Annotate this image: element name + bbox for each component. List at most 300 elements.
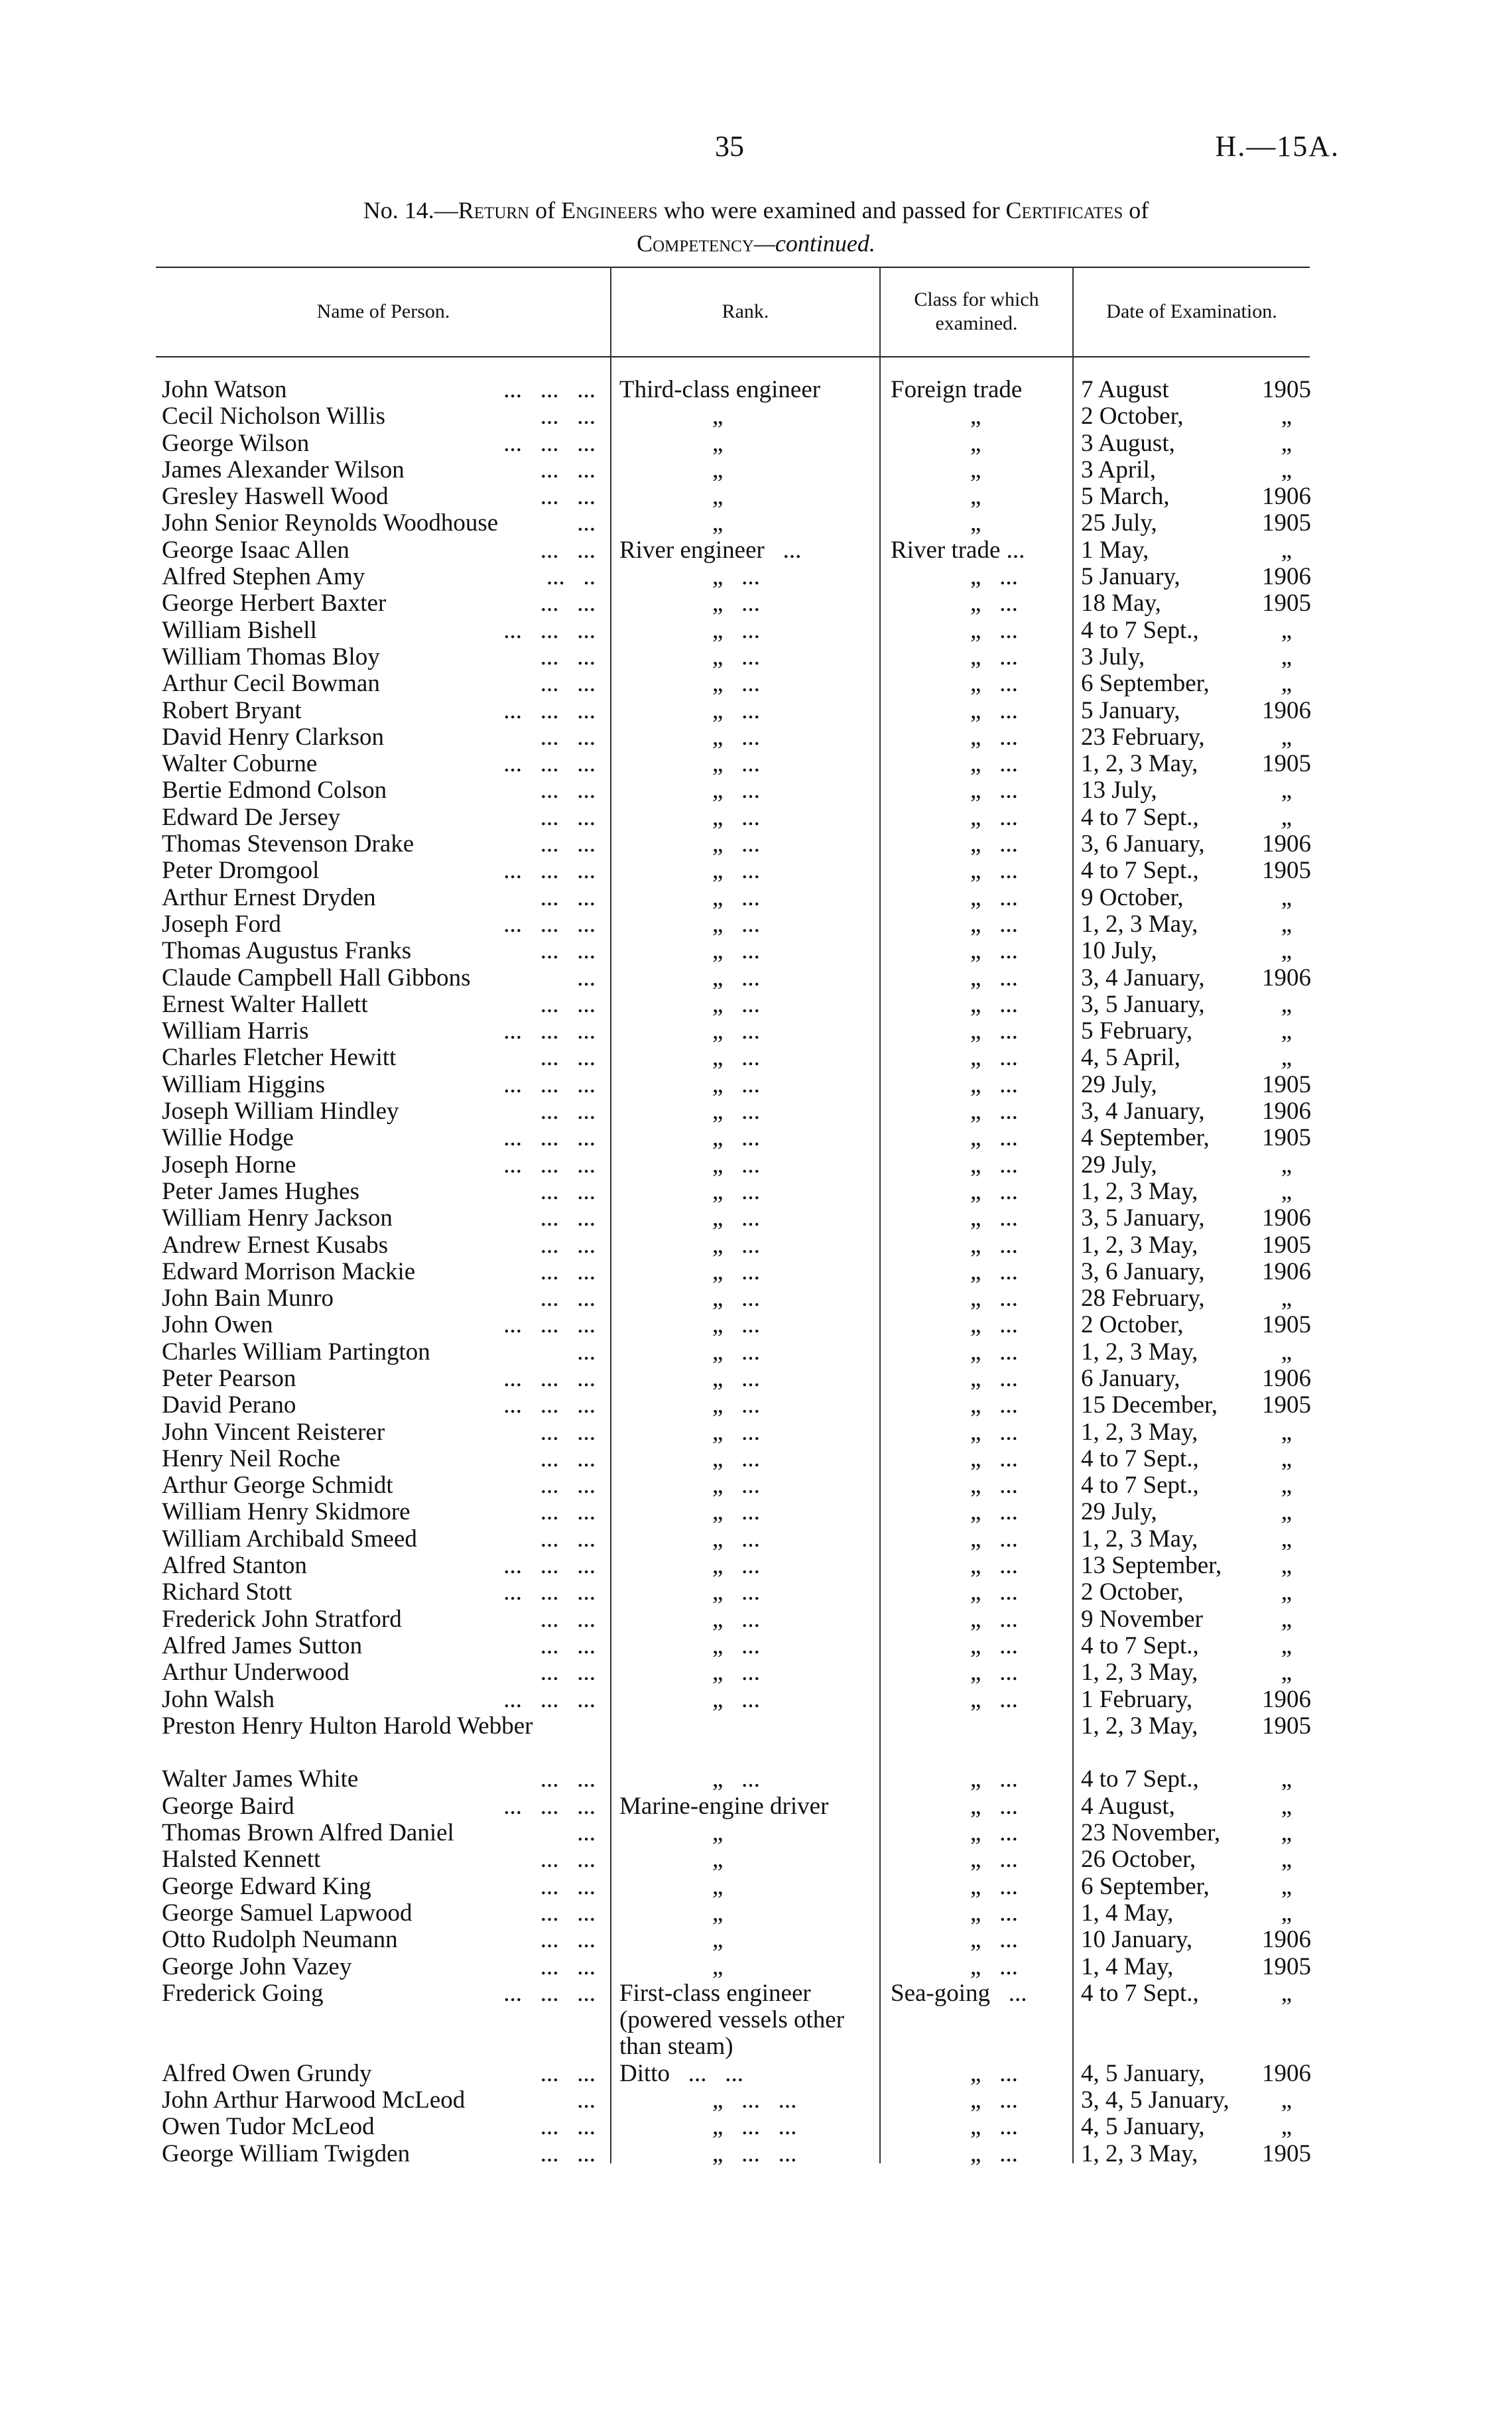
person-name-cell	[162, 483, 599, 510]
exam-date-cell: 10 January,	[1081, 1926, 1193, 1954]
exam-year-cell: „	[1281, 2086, 1292, 2114]
exam-year-cell: 1906	[1262, 1098, 1311, 1125]
person-name: Ernest Walter Hallett	[162, 990, 368, 1018]
person-name: George William Twigden	[162, 2140, 410, 2167]
table-row	[0, 617, 1512, 644]
person-name: Alfred Owen Grundy	[162, 2059, 372, 2087]
table-row	[0, 1553, 1512, 1579]
exam-year-cell: „	[1281, 803, 1292, 831]
class-cell: „ ...	[970, 2086, 1018, 2114]
title-competency: Competency	[637, 230, 754, 257]
person-name: William Archibald Smeed	[162, 1525, 417, 1553]
person-name: Peter Dromgool	[162, 857, 320, 885]
exam-year-cell: „	[1281, 1285, 1292, 1312]
rank-cell: „ ... ...	[712, 2140, 797, 2167]
name-leader-dots: ... ...	[540, 643, 596, 671]
exam-date-cell: 4 to 7 Sept.,	[1081, 1472, 1199, 1500]
exam-date-cell: 23 February,	[1081, 723, 1205, 751]
class-cell: „ ...	[970, 696, 1018, 724]
rank-cell: „ ...	[712, 1311, 760, 1339]
exam-year-cell: 1906	[1262, 830, 1311, 858]
exam-year-cell: 1905	[1262, 2140, 1311, 2167]
name-leader-dots: ... ... ...	[503, 1311, 596, 1339]
class-cell: „ ...	[970, 1899, 1018, 1927]
class-cell: „ ...	[970, 777, 1018, 804]
name-leader-dots: ... ...	[540, 1872, 596, 1900]
name-leader-dots: ... ...	[540, 2113, 596, 2141]
exam-date-cell: 3, 4 January,	[1081, 964, 1205, 991]
exam-date-cell: 1, 2, 3 May,	[1081, 1525, 1198, 1553]
table-row	[0, 858, 1512, 884]
person-name: John Watson	[162, 376, 287, 403]
person-name: Joseph Ford	[162, 910, 281, 938]
table-row	[0, 1312, 1512, 1338]
person-name-cell	[162, 2061, 599, 2087]
exam-year-cell: 1905	[1262, 1311, 1311, 1339]
exam-year-cell: 1906	[1262, 483, 1311, 511]
table-row	[0, 1392, 1512, 1419]
rank-cell: „ ...	[712, 1177, 760, 1205]
person-name-cell	[162, 1713, 599, 1740]
rank-cell: „ ...	[712, 616, 760, 644]
table-row	[0, 1874, 1512, 1900]
class-cell: „ ...	[970, 1926, 1018, 1954]
person-name: Alfred James Sutton	[162, 1631, 363, 1659]
class-cell: „ ...	[970, 1070, 1018, 1098]
class-cell: „	[970, 403, 981, 430]
table-row	[0, 1687, 1512, 1713]
exam-date-cell: 1 February,	[1081, 1685, 1193, 1713]
person-name: Frederick Going	[162, 1979, 324, 2007]
person-name: Richard Stott	[162, 1578, 292, 1606]
class-cell: „ ...	[970, 964, 1018, 991]
name-leader-dots: ... ... ...	[503, 1124, 596, 1152]
person-name: Arthur George Schmidt	[162, 1472, 393, 1500]
person-name: Gresley Haswell Wood	[162, 483, 389, 511]
class-cell: „ ...	[970, 1498, 1018, 1526]
person-name-cell	[162, 1954, 599, 1980]
person-name-cell	[162, 1900, 599, 1927]
person-name: Charles Fletcher Hewitt	[162, 1044, 397, 1072]
name-leader-dots: ... ...	[540, 937, 596, 965]
class-cell: „	[970, 483, 981, 511]
exam-date-cell: 13 September,	[1081, 1552, 1222, 1580]
exam-year-cell: „	[1281, 777, 1292, 804]
name-leader-dots: ... ...	[540, 2140, 596, 2167]
person-name: David Perano	[162, 1391, 296, 1419]
name-leader-dots: ... ... ...	[503, 750, 596, 778]
exam-date-cell: 3, 4 January,	[1081, 1098, 1205, 1125]
table-row	[0, 1980, 1512, 2061]
person-name-cell	[162, 1927, 599, 1953]
rank-cell: First-class engineer (powered vessels other than steam)	[619, 1979, 845, 2060]
class-cell: „ ...	[970, 563, 1018, 591]
table-row	[0, 724, 1512, 751]
person-name: William Harris	[162, 1017, 309, 1045]
person-name: Preston Henry Hulton Harold Webber	[162, 1712, 533, 1740]
exam-year-cell: „	[1281, 1444, 1292, 1472]
exam-date-cell: 4 to 7 Sept.,	[1081, 857, 1199, 885]
table-row	[0, 1472, 1512, 1499]
exam-year-cell: „	[1281, 1631, 1292, 1659]
person-name: Arthur Underwood	[162, 1659, 349, 1687]
exam-year-cell: „	[1281, 1872, 1292, 1900]
table-row	[0, 1793, 1512, 1820]
exam-year-cell: „	[1281, 670, 1292, 698]
exam-date-cell: 28 February,	[1081, 1285, 1205, 1312]
person-name-cell	[162, 671, 599, 697]
table-row	[0, 965, 1512, 991]
person-name: John Senior Reynolds Woodhouse	[162, 509, 499, 537]
exam-year-cell: 1906	[1262, 563, 1311, 591]
name-leader-dots: ... ..	[546, 563, 596, 591]
person-name-cell	[162, 1152, 599, 1179]
person-name-cell	[162, 510, 599, 537]
table-row	[0, 1205, 1512, 1232]
person-name-cell	[162, 1232, 599, 1259]
person-name-cell	[162, 537, 599, 564]
name-leader-dots: ... ...	[540, 1899, 596, 1927]
exam-year-cell: 1906	[1262, 1685, 1311, 1713]
name-leader-dots: ... ...	[540, 1765, 596, 1793]
person-name: Thomas Brown Alfred Daniel	[162, 1819, 454, 1847]
class-cell: „ ...	[970, 1792, 1018, 1820]
exam-year-cell: „	[1281, 1044, 1292, 1072]
class-cell: „ ...	[970, 1204, 1018, 1232]
exam-date-cell: 10 July,	[1081, 937, 1157, 965]
exam-date-cell: 1, 2, 3 May,	[1081, 750, 1198, 778]
class-cell: „	[970, 456, 981, 483]
exam-date-cell: 4 September,	[1081, 1124, 1210, 1152]
title-of-2: of	[1123, 197, 1149, 224]
exam-date-cell: 1, 2, 3 May,	[1081, 1231, 1198, 1259]
person-name-cell	[162, 1633, 599, 1659]
exam-date-cell: 1, 2, 3 May,	[1081, 910, 1198, 938]
table-row	[0, 1179, 1512, 1205]
exam-date-cell: 6 September,	[1081, 670, 1210, 698]
name-leader-dots: ... ...	[540, 777, 596, 804]
person-name: James Alexander Wilson	[162, 456, 405, 483]
person-name: John Walsh	[162, 1685, 275, 1713]
rank-cell: „ ... ...	[712, 2086, 797, 2114]
exam-year-cell: „	[1281, 1472, 1292, 1500]
rank-cell: „ ...	[712, 1685, 760, 1713]
exam-date-cell: 25 July,	[1081, 509, 1157, 537]
title-mid: who were examined and passed for	[657, 197, 1006, 224]
column-header-name: Name of Person.	[316, 300, 450, 322]
person-name-cell	[162, 1018, 599, 1045]
person-name-cell	[162, 564, 599, 590]
name-leader-dots: ... ...	[540, 483, 596, 511]
name-leader-dots: ... ...	[540, 1498, 596, 1526]
name-leader-dots: ... ...	[540, 456, 596, 483]
name-leader-dots: ...	[577, 964, 596, 991]
header-rule	[156, 356, 1310, 357]
rank-cell: „	[712, 483, 724, 511]
exam-year-cell: 1905	[1262, 1231, 1311, 1259]
class-cell: „ ...	[970, 1525, 1018, 1553]
rank-cell: Third-class engineer	[619, 376, 821, 403]
person-name: Thomas Augustus Franks	[162, 937, 412, 965]
class-cell: „ ...	[970, 937, 1018, 965]
exam-date-cell: 1, 2, 3 May,	[1081, 1659, 1198, 1687]
exam-date-cell: 3 July,	[1081, 643, 1145, 671]
name-leader-dots: ... ... ...	[503, 1792, 596, 1820]
person-name: George Wilson	[162, 429, 310, 457]
rank-cell: „ ...	[712, 696, 760, 724]
exam-date-cell: 1, 2, 3 May,	[1081, 1712, 1198, 1740]
name-leader-dots: ... ...	[540, 1098, 596, 1125]
table-row	[0, 1339, 1512, 1366]
name-leader-dots: ... ...	[540, 2059, 596, 2087]
table-row	[0, 537, 1512, 564]
class-cell: „ ...	[970, 2113, 1018, 2141]
name-leader-dots: ... ...	[540, 1926, 596, 1954]
class-cell: „ ...	[970, 723, 1018, 751]
class-cell: „ ...	[970, 750, 1018, 778]
table-title	[199, 194, 1313, 260]
person-name: Edward De Jersey	[162, 803, 341, 831]
exam-year-cell: „	[1281, 1819, 1292, 1847]
person-name: William Bishell	[162, 616, 317, 644]
person-name-cell	[162, 1339, 599, 1366]
column-header-class: Class for which examined.	[914, 288, 1039, 334]
class-cell: „ ...	[970, 1952, 1018, 1980]
rank-cell: „ ...	[712, 1124, 760, 1152]
person-name: Bertie Edmond Colson	[162, 777, 387, 804]
exam-date-cell: 7 August	[1081, 376, 1169, 403]
person-name-cell	[162, 1125, 599, 1151]
rank-cell: River engineer ...	[619, 536, 802, 564]
rank-cell: „	[712, 1926, 724, 1954]
rank-cell: „ ...	[712, 1578, 760, 1606]
person-name: John Bain Munro	[162, 1285, 334, 1312]
exam-date-cell: 3, 5 January,	[1081, 990, 1205, 1018]
person-name-cell	[162, 1472, 599, 1499]
exam-year-cell: „	[1281, 1151, 1292, 1179]
exam-date-cell: 1, 2, 3 May,	[1081, 1177, 1198, 1205]
name-leader-dots: ... ... ...	[503, 1070, 596, 1098]
table-row	[0, 2061, 1512, 2087]
person-name-cell	[162, 430, 599, 457]
class-cell: „ ...	[970, 1872, 1018, 1900]
class-cell: „ ...	[970, 1552, 1018, 1580]
table-row	[0, 1954, 1512, 1980]
name-leader-dots: ... ...	[540, 1631, 596, 1659]
class-cell: „ ...	[970, 1605, 1018, 1633]
rank-cell: „ ...	[712, 1364, 760, 1392]
table-row	[0, 1419, 1512, 1446]
table-row	[0, 1579, 1512, 1606]
person-name-cell	[162, 1366, 599, 1392]
name-leader-dots: ...	[577, 1819, 596, 1847]
rank-cell: „ ...	[712, 1017, 760, 1045]
table-row	[0, 885, 1512, 911]
person-name-cell	[162, 1392, 599, 1419]
table-row	[0, 510, 1512, 537]
table-row	[0, 1766, 1512, 1793]
rank-cell: „ ...	[712, 563, 760, 591]
person-name-cell	[162, 457, 599, 483]
class-cell: „ ...	[970, 1231, 1018, 1259]
person-name: William Henry Jackson	[162, 1204, 393, 1232]
person-name-cell	[162, 991, 599, 1018]
name-leader-dots: ... ...	[540, 1418, 596, 1446]
table-row	[0, 2087, 1512, 2114]
exam-date-cell: 4, 5 January,	[1081, 2059, 1205, 2087]
rank-cell: „ ...	[712, 1285, 760, 1312]
rank-cell: „ ...	[712, 1659, 760, 1687]
exam-year-cell: „	[1281, 616, 1292, 644]
rank-cell: „	[712, 1846, 724, 1874]
rank-cell: „ ...	[712, 1391, 760, 1419]
exam-year-cell: „	[1281, 990, 1292, 1018]
table-row	[0, 1366, 1512, 1392]
exam-date-cell: 1, 4 May,	[1081, 1952, 1174, 1980]
exam-year-cell: „	[1281, 1578, 1292, 1606]
exam-date-cell: 3, 6 January,	[1081, 1257, 1205, 1285]
exam-date-cell: 1, 2, 3 May,	[1081, 1338, 1198, 1366]
table-row	[0, 644, 1512, 671]
person-name: Peter James Hughes	[162, 1177, 359, 1205]
rank-cell: „ ...	[712, 1338, 760, 1366]
rank-cell: „ ...	[712, 1552, 760, 1580]
exam-year-cell: 1905	[1262, 1712, 1311, 1740]
exam-date-cell: 3, 4, 5 January,	[1081, 2086, 1229, 2114]
exam-year-cell: „	[1281, 1846, 1292, 1874]
class-cell: „ ...	[970, 2059, 1018, 2087]
person-name: George John Vazey	[162, 1952, 352, 1980]
table-row	[0, 1446, 1512, 1472]
person-name: Edward Morrison Mackie	[162, 1257, 416, 1285]
person-name: Halsted Kennett	[162, 1846, 321, 1874]
name-leader-dots: ... ... ...	[503, 1017, 596, 1045]
person-name-cell	[162, 377, 599, 403]
exam-date-cell: 3 August,	[1081, 429, 1175, 457]
exam-date-cell: 4 to 7 Sept.,	[1081, 1765, 1199, 1793]
exam-date-cell: 18 May,	[1081, 590, 1161, 617]
person-name-cell	[162, 1045, 599, 1071]
page-reference: H.—15A.	[1215, 130, 1340, 162]
table-row	[0, 564, 1512, 590]
name-leader-dots: ... ...	[540, 1605, 596, 1633]
class-cell: „ ...	[970, 1124, 1018, 1152]
rank-cell: „	[712, 1819, 724, 1847]
person-name-cell	[162, 1980, 599, 2007]
exam-date-cell: 2 October,	[1081, 1311, 1184, 1339]
class-cell: „ ...	[970, 2140, 1018, 2167]
exam-date-cell: 4 to 7 Sept.,	[1081, 1631, 1199, 1659]
exam-year-cell: „	[1281, 1177, 1292, 1205]
name-leader-dots: ...	[577, 1338, 596, 1366]
rank-cell: „ ...	[712, 937, 760, 965]
rank-cell: „ ...	[712, 857, 760, 885]
class-cell: „	[970, 509, 981, 537]
exam-date-cell: 29 July,	[1081, 1070, 1157, 1098]
person-name: Claude Campbell Hall Gibbons	[162, 964, 471, 991]
class-cell: „ ...	[970, 1418, 1018, 1446]
exam-year-cell: „	[1281, 723, 1292, 751]
person-name: Frederick John Stratford	[162, 1605, 402, 1633]
person-name-cell	[162, 1446, 599, 1472]
rank-cell: „ ...	[712, 990, 760, 1018]
person-name-cell	[162, 1205, 599, 1232]
person-name-cell	[162, 644, 599, 671]
exam-year-cell: „	[1281, 429, 1292, 457]
person-name-cell	[162, 885, 599, 911]
class-cell: „ ...	[970, 616, 1018, 644]
class-cell: „ ...	[970, 1472, 1018, 1500]
class-cell: River trade ...	[891, 536, 1025, 564]
person-name: Willie Hodge	[162, 1124, 294, 1152]
table-row	[0, 911, 1512, 938]
exam-date-cell: 4 to 7 Sept.,	[1081, 803, 1199, 831]
table-row	[0, 991, 1512, 1018]
class-cell: „ ...	[970, 1444, 1018, 1472]
name-leader-dots: ... ...	[540, 1952, 596, 1980]
exam-date-cell: 1 May,	[1081, 536, 1149, 564]
name-leader-dots: ... ... ...	[503, 429, 596, 457]
rank-cell: „ ...	[712, 1498, 760, 1526]
person-name-cell	[162, 1499, 599, 1525]
rank-cell: „ ...	[712, 964, 760, 991]
rank-cell: „ ...	[712, 777, 760, 804]
name-leader-dots: ... ...	[540, 990, 596, 1018]
class-cell: „ ...	[970, 1765, 1018, 1793]
person-name-cell	[162, 1285, 599, 1312]
name-leader-dots: ... ... ...	[503, 857, 596, 885]
person-name: William Thomas Bloy	[162, 643, 380, 671]
table-row	[0, 403, 1512, 430]
person-name-cell	[162, 1553, 599, 1579]
class-cell: „ ...	[970, 830, 1018, 858]
person-name: Walter James White	[162, 1765, 359, 1793]
table-row	[0, 2114, 1512, 2140]
exam-year-cell: 1906	[1262, 2059, 1311, 2087]
class-cell: „ ...	[970, 1338, 1018, 1366]
rank-cell: Marine-engine driver	[619, 1792, 829, 1820]
exam-date-cell: 5 January,	[1081, 696, 1180, 724]
person-name-cell	[162, 1312, 599, 1338]
title-certificates: Certificates	[1005, 197, 1123, 224]
exam-date-cell: 4 August,	[1081, 1792, 1175, 1820]
exam-date-cell: 9 November	[1081, 1605, 1203, 1633]
class-cell: „	[970, 429, 981, 457]
rank-cell: „	[712, 1952, 724, 1980]
person-name-cell	[162, 724, 599, 751]
exam-year-cell: 1905	[1262, 509, 1311, 537]
name-leader-dots: ... ... ...	[503, 1552, 596, 1580]
person-name-cell	[162, 1526, 599, 1553]
exam-year-cell: „	[1281, 1498, 1292, 1526]
class-cell: „ ...	[970, 1364, 1018, 1392]
rank-cell: „ ...	[712, 1098, 760, 1125]
name-leader-dots: ... ...	[540, 830, 596, 858]
rank-cell: „ ...	[712, 1070, 760, 1098]
name-leader-dots: ...	[577, 2086, 596, 2114]
class-cell: Foreign trade	[891, 376, 1023, 403]
exam-date-cell: 1, 2, 3 May,	[1081, 2140, 1198, 2167]
rank-cell: „ ...	[712, 1231, 760, 1259]
title-continued: —continued.	[753, 230, 875, 257]
person-name: Joseph Horne	[162, 1151, 296, 1179]
person-name: Owen Tudor McLeod	[162, 2113, 375, 2141]
name-leader-dots: ... ... ...	[503, 616, 596, 644]
person-name: Alfred Stephen Amy	[162, 563, 365, 591]
name-leader-dots: ...	[577, 509, 596, 537]
person-name-cell	[162, 1419, 599, 1446]
person-name: Walter Coburne	[162, 750, 318, 778]
